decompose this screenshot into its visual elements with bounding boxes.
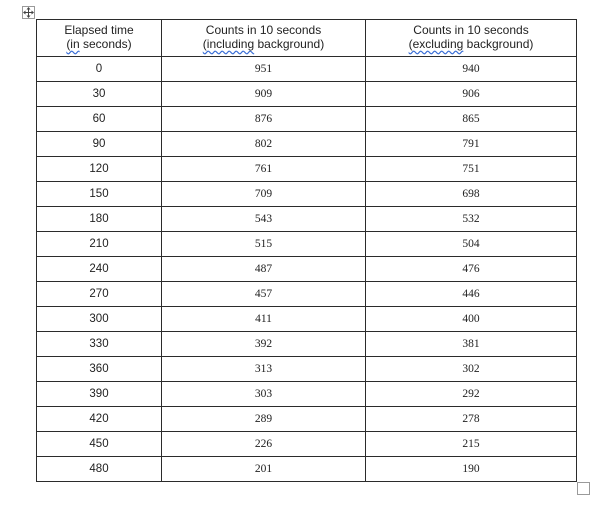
cell-counts-excluding[interactable]: 302 <box>366 357 577 382</box>
cell-counts-including[interactable]: 457 <box>162 282 366 307</box>
header-line1: Elapsed time <box>64 23 134 37</box>
table-row <box>37 207 577 232</box>
cell-counts-excluding[interactable]: 865 <box>366 107 577 132</box>
table-row <box>37 107 577 132</box>
cell-counts-including[interactable]: 303 <box>162 382 366 407</box>
table-row <box>37 332 577 357</box>
data-table <box>36 19 577 482</box>
table-row <box>37 82 577 107</box>
header-line1: Counts in 10 seconds <box>413 23 529 37</box>
table-row <box>37 357 577 382</box>
cell-elapsed-time[interactable]: 120 <box>37 157 162 182</box>
cell-counts-excluding[interactable]: 940 <box>366 57 577 82</box>
table-row <box>37 157 577 182</box>
move-arrows-icon <box>23 7 34 18</box>
table-row <box>37 57 577 82</box>
cell-elapsed-time[interactable]: 210 <box>37 232 162 257</box>
cell-elapsed-time[interactable]: 360 <box>37 357 162 382</box>
table-row <box>37 232 577 257</box>
cell-elapsed-time[interactable]: 480 <box>37 457 162 482</box>
cell-elapsed-time[interactable]: 330 <box>37 332 162 357</box>
cell-counts-excluding[interactable]: 698 <box>366 182 577 207</box>
cell-elapsed-time[interactable]: 60 <box>37 107 162 132</box>
table-move-handle[interactable] <box>22 6 35 19</box>
cell-elapsed-time[interactable]: 240 <box>37 257 162 282</box>
cell-elapsed-time[interactable]: 150 <box>37 182 162 207</box>
cell-elapsed-time[interactable]: 270 <box>37 282 162 307</box>
header-line2: (in seconds) <box>66 37 132 51</box>
spell-check-word: (in <box>66 37 80 51</box>
cell-counts-including[interactable]: 876 <box>162 107 366 132</box>
cell-counts-excluding[interactable]: 190 <box>366 457 577 482</box>
header-line2: (excluding background) <box>408 37 534 51</box>
cell-counts-including[interactable]: 411 <box>162 307 366 332</box>
cell-counts-excluding[interactable]: 906 <box>366 82 577 107</box>
cell-counts-including[interactable]: 543 <box>162 207 366 232</box>
cell-elapsed-time[interactable]: 450 <box>37 432 162 457</box>
cell-counts-excluding[interactable]: 400 <box>366 307 577 332</box>
table-row <box>37 257 577 282</box>
table-row <box>37 307 577 332</box>
spell-check-word: (excluding <box>408 37 464 51</box>
cell-elapsed-time[interactable]: 90 <box>37 132 162 157</box>
table-row <box>37 407 577 432</box>
table-resize-handle[interactable] <box>577 482 590 495</box>
cell-counts-including[interactable]: 802 <box>162 132 366 157</box>
cell-counts-including[interactable]: 487 <box>162 257 366 282</box>
cell-counts-excluding[interactable]: 292 <box>366 382 577 407</box>
cell-counts-including[interactable]: 951 <box>162 57 366 82</box>
cell-counts-including[interactable]: 392 <box>162 332 366 357</box>
cell-elapsed-time[interactable]: 30 <box>37 82 162 107</box>
cell-elapsed-time[interactable]: 390 <box>37 382 162 407</box>
cell-elapsed-time[interactable]: 300 <box>37 307 162 332</box>
table-row <box>37 282 577 307</box>
cell-counts-including[interactable]: 226 <box>162 432 366 457</box>
header-counts-excluding[interactable] <box>366 20 577 57</box>
cell-counts-excluding[interactable]: 215 <box>366 432 577 457</box>
table-row <box>37 382 577 407</box>
cell-counts-including[interactable]: 909 <box>162 82 366 107</box>
cell-elapsed-time[interactable]: 420 <box>37 407 162 432</box>
header-row <box>37 20 577 57</box>
header-elapsed-time[interactable] <box>37 20 162 57</box>
cell-counts-including[interactable]: 709 <box>162 182 366 207</box>
header-line1: Counts in 10 seconds <box>205 23 322 37</box>
cell-elapsed-time[interactable]: 0 <box>37 57 162 82</box>
cell-counts-excluding[interactable]: 278 <box>366 407 577 432</box>
cell-counts-excluding[interactable]: 751 <box>366 157 577 182</box>
table-body <box>37 57 577 482</box>
cell-counts-excluding[interactable]: 476 <box>366 257 577 282</box>
table-row <box>37 182 577 207</box>
cell-counts-excluding[interactable]: 381 <box>366 332 577 357</box>
cell-counts-including[interactable]: 201 <box>162 457 366 482</box>
spell-check-word: (including <box>202 37 255 51</box>
table-row <box>37 132 577 157</box>
cell-counts-including[interactable]: 515 <box>162 232 366 257</box>
header-line2: (including background) <box>202 37 325 51</box>
table-row <box>37 457 577 482</box>
cell-counts-including[interactable]: 761 <box>162 157 366 182</box>
cell-counts-excluding[interactable]: 791 <box>366 132 577 157</box>
header-counts-including[interactable] <box>162 20 366 57</box>
cell-elapsed-time[interactable]: 180 <box>37 207 162 232</box>
cell-counts-excluding[interactable]: 446 <box>366 282 577 307</box>
cell-counts-excluding[interactable]: 504 <box>366 232 577 257</box>
cell-counts-including[interactable]: 289 <box>162 407 366 432</box>
cell-counts-including[interactable]: 313 <box>162 357 366 382</box>
cell-counts-excluding[interactable]: 532 <box>366 207 577 232</box>
table-row <box>37 432 577 457</box>
